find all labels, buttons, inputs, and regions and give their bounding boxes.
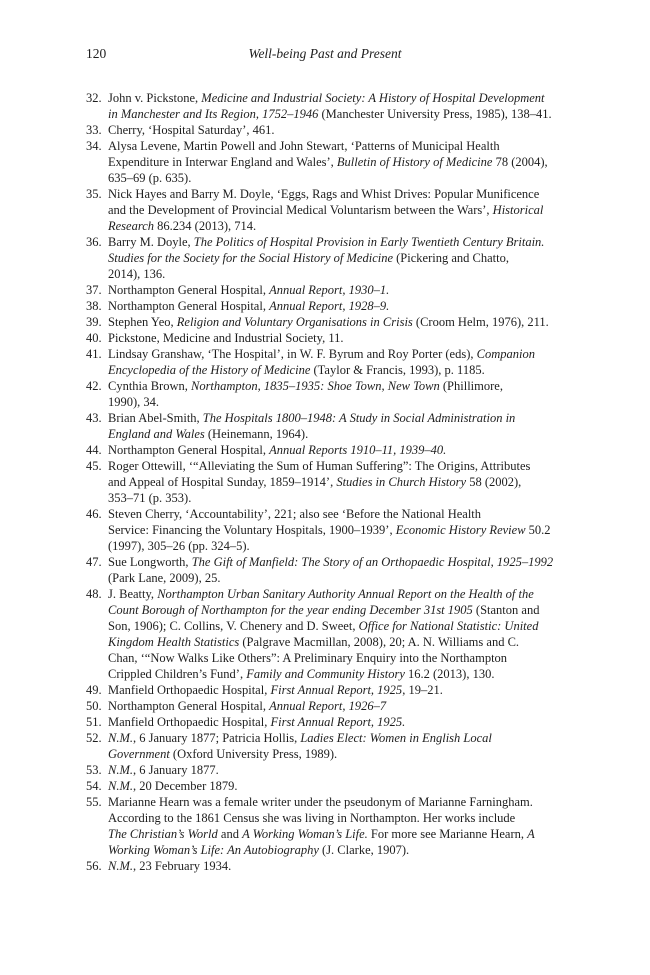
endnote-text: [108, 298, 566, 314]
endnote-number: 49.: [86, 683, 102, 697]
endnote-text: [108, 762, 566, 778]
endnote-line: [108, 730, 566, 746]
citation-text: Chan, ‘“Now Walks Like Others”: A Preliminary Enquiry into the Northampton: [108, 651, 508, 665]
endnote-number: 56.: [86, 859, 102, 873]
endnote-line: [108, 826, 566, 842]
endnote-line: [108, 634, 566, 650]
italic-title-text: Northampton Urban Sanitary Authority Annual Report on the Health of the: [157, 587, 534, 601]
endnote-text: [108, 330, 566, 346]
endnote-line: [108, 554, 566, 570]
italic-title-text: in Manchester and Its Region, 1752–1946: [108, 107, 319, 121]
citation-text: J. Beatty,: [108, 587, 158, 601]
endnote-line: [108, 346, 566, 362]
endnote-line: [108, 410, 566, 426]
citation-text: 353–71 (p. 353).: [108, 491, 192, 505]
endnote-line: [108, 666, 566, 682]
endnote-line: [108, 234, 566, 250]
italic-title-text: The Christian’s World: [108, 827, 218, 841]
endnote-item: [86, 682, 566, 698]
citation-text: , 6 January 1877.: [133, 763, 219, 777]
italic-title-text: Encyclopedia of the History of Medicine: [108, 363, 311, 377]
citation-text: (J. Clarke, 1907).: [318, 843, 410, 857]
endnote-item: [86, 506, 566, 554]
page-number: 120: [86, 46, 107, 61]
italic-title-text: The Hospitals 1800–1948: A Study in Social Administration in: [202, 411, 516, 425]
citation-text: Northampton General Hospital,: [108, 443, 270, 457]
page-header: [86, 46, 564, 64]
endnote-item: [86, 298, 566, 314]
endnote-text: [108, 378, 566, 410]
endnote-line: [108, 202, 566, 218]
italic-title-text: N.M.: [108, 763, 133, 777]
endnote-line: [108, 170, 566, 186]
endnote-line: [108, 842, 566, 858]
endnote-item: [86, 730, 566, 762]
endnote-line: [108, 762, 566, 778]
citation-text: 86.234 (2013), 714.: [154, 219, 257, 233]
endnote-line: [108, 362, 566, 378]
endnote-number: 43.: [86, 411, 102, 425]
endnote-line: [108, 394, 566, 410]
endnote-number: 36.: [86, 235, 102, 249]
endnote-line: [108, 698, 566, 714]
citation-text: For more see Marianne Hearn,: [367, 827, 528, 841]
italic-title-text: Religion and Voluntary Organisations in Crisis: [176, 315, 413, 329]
endnote-line: [108, 186, 566, 202]
endnote-text: [108, 122, 566, 138]
endnote-item: [86, 554, 566, 586]
endnote-item: [86, 90, 566, 122]
running-title: Well-being Past and Present: [248, 46, 402, 61]
citation-text: Service: Financing the Voluntary Hospitals, 1900–1939’,: [108, 523, 396, 537]
endnote-number: 47.: [86, 555, 102, 569]
endnote-item: [86, 442, 566, 458]
endnote-item: [86, 138, 566, 186]
endnote-number: 53.: [86, 763, 102, 777]
citation-text: John v. Pickstone,: [108, 91, 202, 105]
endnote-item: [86, 778, 566, 794]
italic-title-text: Office for National Statistic: United: [358, 619, 539, 633]
endnote-item: [86, 234, 566, 282]
citation-text: (Oxford University Press, 1989).: [169, 747, 338, 761]
citation-text: (Stanton and: [472, 603, 540, 617]
endnote-text: [108, 682, 566, 698]
italic-title-text: Annual Report, 1930–1.: [269, 283, 390, 297]
citation-text: and: [217, 827, 243, 841]
citation-text: 78 (2004),: [492, 155, 548, 169]
endnote-item: [86, 858, 566, 874]
endnote-line: [108, 522, 566, 538]
endnote-line: [108, 778, 566, 794]
endnote-line: [108, 618, 566, 634]
endnote-line: [108, 90, 566, 106]
endnote-item: [86, 458, 566, 506]
citation-text: Crippled Children’s Fund’,: [108, 667, 247, 681]
endnote-line: [108, 250, 566, 266]
citation-text: (Heinemann, 1964).: [204, 427, 309, 441]
endnote-line: [108, 714, 566, 730]
endnote-line: [108, 138, 566, 154]
endnote-text: [108, 234, 566, 282]
italic-title-text: Historical: [492, 203, 544, 217]
citation-text: Alysa Levene, Martin Powell and John Stewart, ‘Patterns of Municipal Health: [108, 139, 500, 153]
endnote-line: [108, 442, 566, 458]
citation-text: 58 (2002),: [466, 475, 522, 489]
endnote-item: [86, 330, 566, 346]
endnote-line: [108, 682, 566, 698]
italic-title-text: Studies for the Society for the Social History of Medicine: [108, 251, 394, 265]
italic-title-text: Annual Reports 1910–11, 1939–40.: [269, 443, 447, 457]
endnote-line: [108, 474, 566, 490]
citation-text: 2014), 136.: [108, 267, 166, 281]
endnote-text: [108, 794, 566, 858]
endnote-number: 33.: [86, 123, 102, 137]
endnote-line: [108, 378, 566, 394]
endnote-text: [108, 186, 566, 234]
italic-title-text: First Annual Report, 1925.: [270, 715, 406, 729]
citation-text: Steven Cherry, ‘Accountability’, 221; also see ‘Before the National Health: [108, 507, 482, 521]
italic-title-text: Medicine and Industrial Society: A History of Hospital Development: [201, 91, 545, 105]
citation-text: 635–69 (p. 635).: [108, 171, 192, 185]
italic-title-text: The Politics of Hospital Provision in Early Twentieth Century Britain.: [193, 235, 545, 249]
citation-text: Son, 1906); C. Collins, V. Chenery and D. Sweet,: [108, 619, 359, 633]
citation-text: (Phillimore,: [439, 379, 503, 393]
endnote-text: [108, 554, 566, 586]
endnote-line: [108, 746, 566, 762]
endnote-item: [86, 698, 566, 714]
citation-text: Marianne Hearn was a female writer under the pseudonym of Marianne Farningham.: [108, 795, 533, 809]
endnote-text: [108, 442, 566, 458]
citation-text: (Croom Helm, 1976), 211.: [412, 315, 549, 329]
citation-text: Barry M. Doyle,: [108, 235, 194, 249]
endnote-number: 44.: [86, 443, 102, 457]
italic-title-text: A: [527, 827, 535, 841]
endnote-text: [108, 458, 566, 506]
italic-title-text: Family and Community History: [246, 667, 405, 681]
citation-text: and the Development of Provincial Medical Voluntarism between the Wars’,: [108, 203, 493, 217]
endnotes-list: [86, 90, 566, 874]
endnote-item: [86, 314, 566, 330]
italic-title-text: Working Woman’s Life: An Autobiography: [108, 843, 319, 857]
endnote-number: 37.: [86, 283, 102, 297]
citation-text: Northampton General Hospital,: [108, 299, 270, 313]
citation-text: 50.2: [525, 523, 551, 537]
citation-text: , 6 January 1877; Patricia Hollis,: [133, 731, 301, 745]
endnote-number: 38.: [86, 299, 102, 313]
citation-text: (Palgrave Macmillan, 2008), 20; A. N. Williams and C.: [239, 635, 520, 649]
italic-title-text: First Annual Report, 1925: [270, 683, 403, 697]
italic-title-text: Economic History Review: [395, 523, 526, 537]
citation-text: Manfield Orthopaedic Hospital,: [108, 683, 271, 697]
endnote-number: 45.: [86, 459, 102, 473]
endnote-line: [108, 794, 566, 810]
endnote-text: [108, 586, 566, 682]
italic-title-text: Research: [108, 219, 155, 233]
citation-text: Cynthia Brown,: [108, 379, 191, 393]
citation-text: Roger Ottewill, ‘“Alleviating the Sum of Human Suffering”: The Origins, Attributes: [108, 459, 531, 473]
endnote-text: [108, 410, 566, 442]
endnote-text: [108, 314, 566, 330]
italic-title-text: Studies in Church History: [336, 475, 467, 489]
italic-title-text: England and Wales: [108, 427, 205, 441]
endnote-number: 50.: [86, 699, 102, 713]
endnote-line: [108, 458, 566, 474]
endnote-number: 42.: [86, 379, 102, 393]
endnote-number: 40.: [86, 331, 102, 345]
endnote-number: 46.: [86, 507, 102, 521]
endnote-line: [108, 570, 566, 586]
citation-text: 16.2 (2013), 130.: [404, 667, 495, 681]
italic-title-text: The Gift of Manfield: The Story of an Orthopaedic Hospital, 1925–1992: [191, 555, 554, 569]
citation-text: Pickstone, Medicine and Industrial Society, 11.: [108, 331, 344, 345]
endnote-line: [108, 282, 566, 298]
citation-text: (Taylor & Francis, 1993), p. 1185.: [310, 363, 485, 377]
endnote-line: [108, 506, 566, 522]
endnote-text: [108, 346, 566, 378]
citation-text: , 19–21.: [402, 683, 443, 697]
citation-text: , 23 February 1934.: [133, 859, 232, 873]
citation-text: Nick Hayes and Barry M. Doyle, ‘Eggs, Rags and Whist Drives: Popular Munificence: [108, 187, 540, 201]
italic-title-text: Kingdom Health Statistics: [108, 635, 240, 649]
endnote-text: [108, 778, 566, 794]
endnote-item: [86, 346, 566, 378]
endnote-text: [108, 90, 566, 122]
endnote-line: [108, 330, 566, 346]
citation-text: Lindsay Granshaw, ‘The Hospital’, in W. F. Byrum and Roy Porter (eds),: [108, 347, 477, 361]
citation-text: Sue Longworth,: [108, 555, 192, 569]
endnote-number: 32.: [86, 91, 102, 105]
italic-title-text: Government: [108, 747, 170, 761]
endnote-text: [108, 714, 566, 730]
endnote-line: [108, 266, 566, 282]
endnote-text: [108, 282, 566, 298]
endnote-number: 52.: [86, 731, 102, 745]
citation-text: , 20 December 1879.: [133, 779, 238, 793]
italic-title-text: Ladies Elect: Women in English Local: [300, 731, 492, 745]
citation-text: Manfield Orthopaedic Hospital,: [108, 715, 271, 729]
endnote-number: 55.: [86, 795, 102, 809]
endnote-line: [108, 298, 566, 314]
citation-text: Cherry, ‘Hospital Saturday’, 461.: [108, 123, 275, 137]
citation-text: and Appeal of Hospital Sunday, 1859–1914’,: [108, 475, 337, 489]
citation-text: 1990), 34.: [108, 395, 160, 409]
citation-text: (Manchester University Press, 1985), 138–41.: [318, 107, 552, 121]
italic-title-text: Annual Report, 1928–9.: [269, 299, 390, 313]
endnote-text: [108, 730, 566, 762]
endnote-text: [108, 138, 566, 186]
endnote-item: [86, 794, 566, 858]
endnote-item: [86, 186, 566, 234]
italic-title-text: Annual Report, 1926–7: [269, 699, 387, 713]
endnote-number: 54.: [86, 779, 102, 793]
citation-text: According to the 1861 Census she was living in Northampton. Her works include: [108, 811, 516, 825]
endnote-line: [108, 858, 566, 874]
endnote-line: [108, 650, 566, 666]
endnote-number: 35.: [86, 187, 102, 201]
citation-text: Northampton General Hospital,: [108, 283, 270, 297]
endnote-line: [108, 218, 566, 234]
endnote-item: [86, 122, 566, 138]
endnote-line: [108, 154, 566, 170]
endnote-line: [108, 586, 566, 602]
citation-text: Northampton General Hospital,: [108, 699, 270, 713]
italic-title-text: Bulletin of History of Medicine: [336, 155, 493, 169]
endnote-number: 41.: [86, 347, 102, 361]
italic-title-text: N.M.: [108, 859, 133, 873]
endnote-text: [108, 506, 566, 554]
citation-text: Stephen Yeo,: [108, 315, 177, 329]
italic-title-text: Northampton, 1835–1935: Shoe Town, New Town: [190, 379, 440, 393]
endnote-item: [86, 410, 566, 442]
endnote-line: [108, 314, 566, 330]
endnote-line: [108, 602, 566, 618]
endnote-number: 39.: [86, 315, 102, 329]
endnote-item: [86, 282, 566, 298]
endnote-text: [108, 858, 566, 874]
italic-title-text: Count Borough of Northampton for the year ending December 31st 1905: [108, 603, 473, 617]
endnote-number: 51.: [86, 715, 102, 729]
citation-text: Brian Abel-Smith,: [108, 411, 203, 425]
italic-title-text: N.M.: [108, 731, 133, 745]
endnote-number: 34.: [86, 139, 102, 153]
endnote-item: [86, 586, 566, 682]
endnote-line: [108, 490, 566, 506]
endnote-item: [86, 714, 566, 730]
endnote-line: [108, 106, 566, 122]
endnote-line: [108, 426, 566, 442]
citation-text: (Pickering and Chatto,: [393, 251, 509, 265]
endnote-text: [108, 698, 566, 714]
endnote-item: [86, 762, 566, 778]
citation-text: (1997), 305–26 (pp. 324–5).: [108, 539, 250, 553]
citation-text: Expenditure in Interwar England and Wales’,: [108, 155, 337, 169]
endnote-number: 48.: [86, 587, 102, 601]
endnote-line: [108, 122, 566, 138]
endnote-line: [108, 810, 566, 826]
citation-text: (Park Lane, 2009), 25.: [108, 571, 221, 585]
italic-title-text: A Working Woman’s Life.: [242, 827, 368, 841]
endnote-item: [86, 378, 566, 410]
italic-title-text: N.M.: [108, 779, 133, 793]
italic-title-text: Companion: [476, 347, 535, 361]
endnote-line: [108, 538, 566, 554]
